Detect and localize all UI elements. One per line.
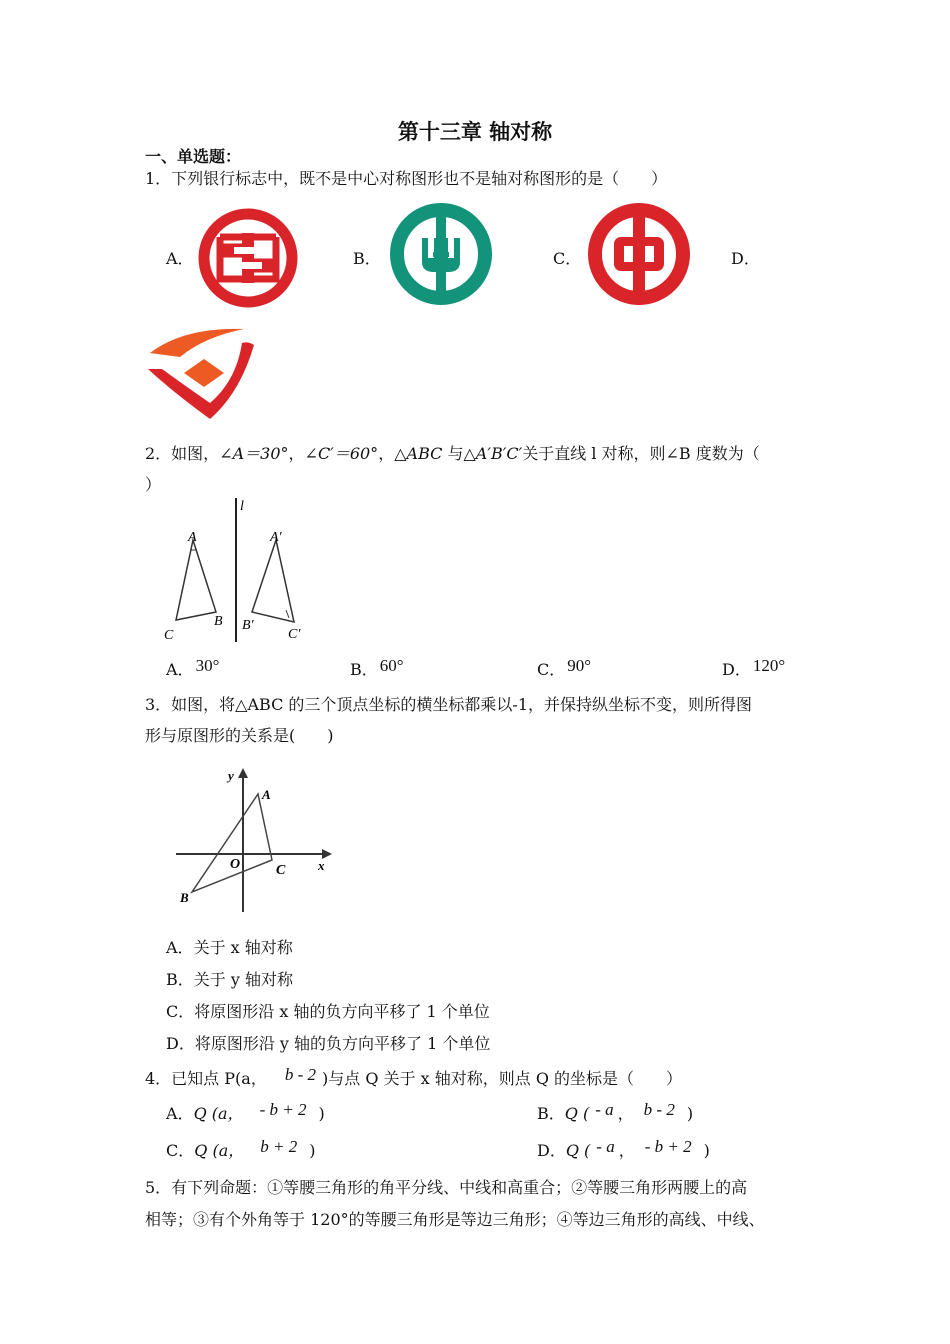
q3-label-a: A (262, 787, 271, 802)
icbc-logo-icon (198, 207, 298, 309)
boc-logo-icon (584, 200, 694, 308)
q2-triangle-2: △A′B′C′ (463, 444, 523, 463)
q2-angle-a: ∠A＝30° (219, 444, 289, 463)
q2-prefix: 2．如图， (145, 444, 220, 463)
q2-sep2: ， (378, 444, 395, 463)
question-5-line1: 5．有下列命题：①等腰三角形的角平分线、中线和高重合；②等腰三角形两腰上的高 (145, 1178, 748, 1197)
q3-option-c: C．将原图形沿 x 轴的负方向平移了 1 个单位 (166, 1002, 490, 1021)
q1-option-d-label: D． (731, 249, 760, 268)
question-2-text (145, 441, 760, 464)
q2-option-a: A． 30° (166, 656, 220, 679)
q3-option-b: B．关于 y 轴对称 (166, 970, 293, 989)
q2-option-b: B． 60° (350, 656, 404, 679)
q4-option-a: A．Q (a， - b + 2 ) (166, 1100, 325, 1123)
q2-tail: 关于直线 l 对称，则∠B 度数为（ (522, 444, 760, 463)
question-1-text: 1．下列银行标志中，既不是中心对称图形也不是轴对称图形的是（ ） (145, 169, 668, 188)
q2-close-paren: ） (145, 475, 162, 494)
q3-label-y: y (228, 768, 234, 783)
q3-label-x: x (318, 858, 325, 873)
q2-figure (160, 494, 320, 648)
q2-triangle-abc (176, 540, 216, 620)
question-3-line1: 3．如图，将△ABC 的三个顶点坐标的横坐标都乘以-1，并保持纵坐标不变，则所得图 (145, 695, 753, 714)
q3-label-o: O (230, 857, 241, 872)
q2-label-a: A (188, 530, 197, 545)
q1-option-a-label: A． (166, 249, 194, 268)
q4-expr: b - 2 (284, 1065, 316, 1084)
q4-option-c: C．Q (a， b + 2 ) (166, 1137, 316, 1160)
question-4-text: 4．已知点 P(a， b - 2 )与点 Q 关于 x 轴对称，则点 Q 的坐标是（ ） (145, 1065, 683, 1088)
abc-logo-icon (386, 200, 496, 308)
q2-sep1: ， (288, 444, 305, 463)
q2-label-c-prime: C′ (288, 627, 301, 642)
q4-option-b: B．Q ( - a ， b - 2 ) (537, 1100, 694, 1123)
q2-triangle-a2b2c2 (252, 540, 294, 622)
q2-option-c: C． 90° (537, 656, 592, 679)
q2-triangle-1: △ABC (394, 444, 443, 463)
q3-coordinate-figure (172, 764, 332, 916)
question-5-line2: 相等；③有个外角等于 120°的等腰三角形是等边三角形；④等边三角形的高线、中线、 (145, 1210, 765, 1229)
q3-triangle (192, 794, 272, 892)
q3-label-b: B (180, 890, 189, 905)
q3-option-d: D．将原图形沿 y 轴的负方向平移了 1 个单位 (166, 1034, 491, 1053)
question-3-line2: 形与原图形的关系是( ) (145, 726, 334, 745)
page-title: 第十三章 轴对称 (397, 120, 553, 144)
q1-option-b-label: B． (353, 249, 381, 268)
section-heading: 一、单选题： (145, 147, 242, 166)
ccb-logo-icon (144, 323, 260, 429)
q2-label-b-prime: B′ (242, 618, 254, 633)
q3-label-c: C (276, 863, 286, 878)
q3-option-a: A．关于 x 轴对称 (166, 938, 293, 957)
q2-label-a-prime: A′ (270, 530, 282, 545)
q1-option-c-label: C． (553, 249, 582, 268)
q2-label-l: l (240, 499, 244, 514)
q2-angle-c: ∠C′＝60° (304, 444, 379, 463)
q2-label-b: B (214, 614, 223, 629)
q2-label-c: C (164, 628, 174, 643)
q4-option-d: D．Q ( - a ， - b + 2 ) (537, 1137, 710, 1160)
q2-mid: 与 (447, 444, 464, 463)
q2-option-d: D． 120° (722, 656, 786, 679)
